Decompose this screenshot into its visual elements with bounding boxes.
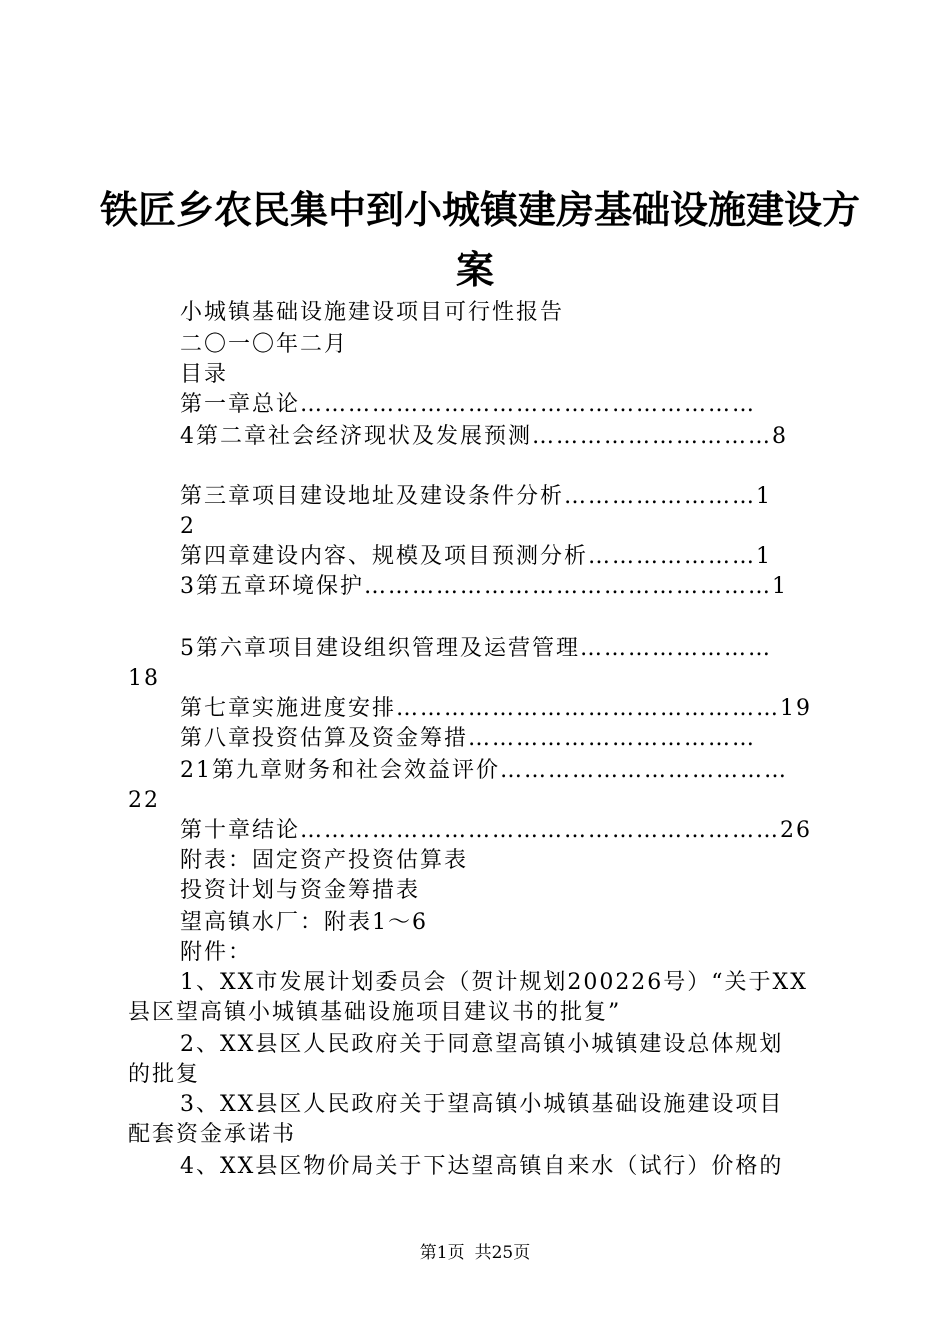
- toc-entry: 18: [128, 666, 160, 691]
- toc-entry: 3第五章环境保护……………………………………………1: [180, 574, 788, 599]
- page-total: 共25页: [474, 1243, 531, 1263]
- attachment-item-continued: 县区望高镇小城镇基础设施项目建议书的批复”: [128, 1000, 622, 1025]
- attachment-item: 4、XX县区物价局关于下达望高镇自来水（试行）价格的: [180, 1154, 784, 1179]
- toc-entry: 第一章总论…………………………………………………: [180, 392, 757, 417]
- toc-entry: 第四章建设内容、规模及项目预测分析…………………1: [180, 544, 772, 569]
- toc-entry: 4第二章社会经济现状及发展预测…………………………8: [180, 424, 788, 449]
- document-title-line2: 案: [455, 248, 494, 292]
- appendix-table-item: 望高镇水厂：附表1～6: [180, 910, 428, 935]
- report-subtitle: 小城镇基础设施建设项目可行性报告: [180, 300, 565, 325]
- attachment-item: 2、XX县区人民政府关于同意望高镇小城镇建设总体规划: [180, 1032, 784, 1057]
- toc-entry: 第十章结论……………………………………………………26: [180, 818, 812, 843]
- page-footer: [0, 1242, 950, 1264]
- document-title-line1: 铁匠乡农民集中到小城镇建房基础设施建设方: [100, 188, 861, 232]
- toc-entry: 2: [180, 514, 196, 539]
- toc-heading: 目录: [180, 362, 229, 387]
- attachment-item-continued: 的批复: [128, 1062, 201, 1087]
- toc-entry: 第八章投资估算及资金筹措………………………………: [180, 726, 757, 751]
- toc-entry: 第三章项目建设地址及建设条件分析……………………1: [180, 484, 772, 509]
- report-date: 二〇一〇年二月: [180, 332, 349, 357]
- appendix-table-item: 投资计划与资金筹措表: [180, 878, 421, 903]
- toc-entry: 22: [128, 788, 160, 813]
- appendix-table-item: 附表：固定资产投资估算表: [180, 848, 469, 873]
- toc-entry: 第七章实施进度安排…………………………………………19: [180, 696, 812, 721]
- page-number: 第1页: [419, 1243, 465, 1263]
- attachment-item: 3、XX县区人民政府关于望高镇小城镇基础设施建设项目: [180, 1092, 784, 1117]
- attachments-heading: 附件：: [180, 940, 253, 965]
- attachment-item: 1、XX市发展计划委员会（贺计规划200226号）“关于XX: [180, 970, 808, 995]
- toc-entry: 5第六章项目建设组织管理及运营管理……………………: [180, 636, 772, 661]
- attachment-item-continued: 配套资金承诺书: [128, 1122, 297, 1147]
- toc-entry: 21第九章财务和社会效益评价………………………………: [180, 758, 788, 783]
